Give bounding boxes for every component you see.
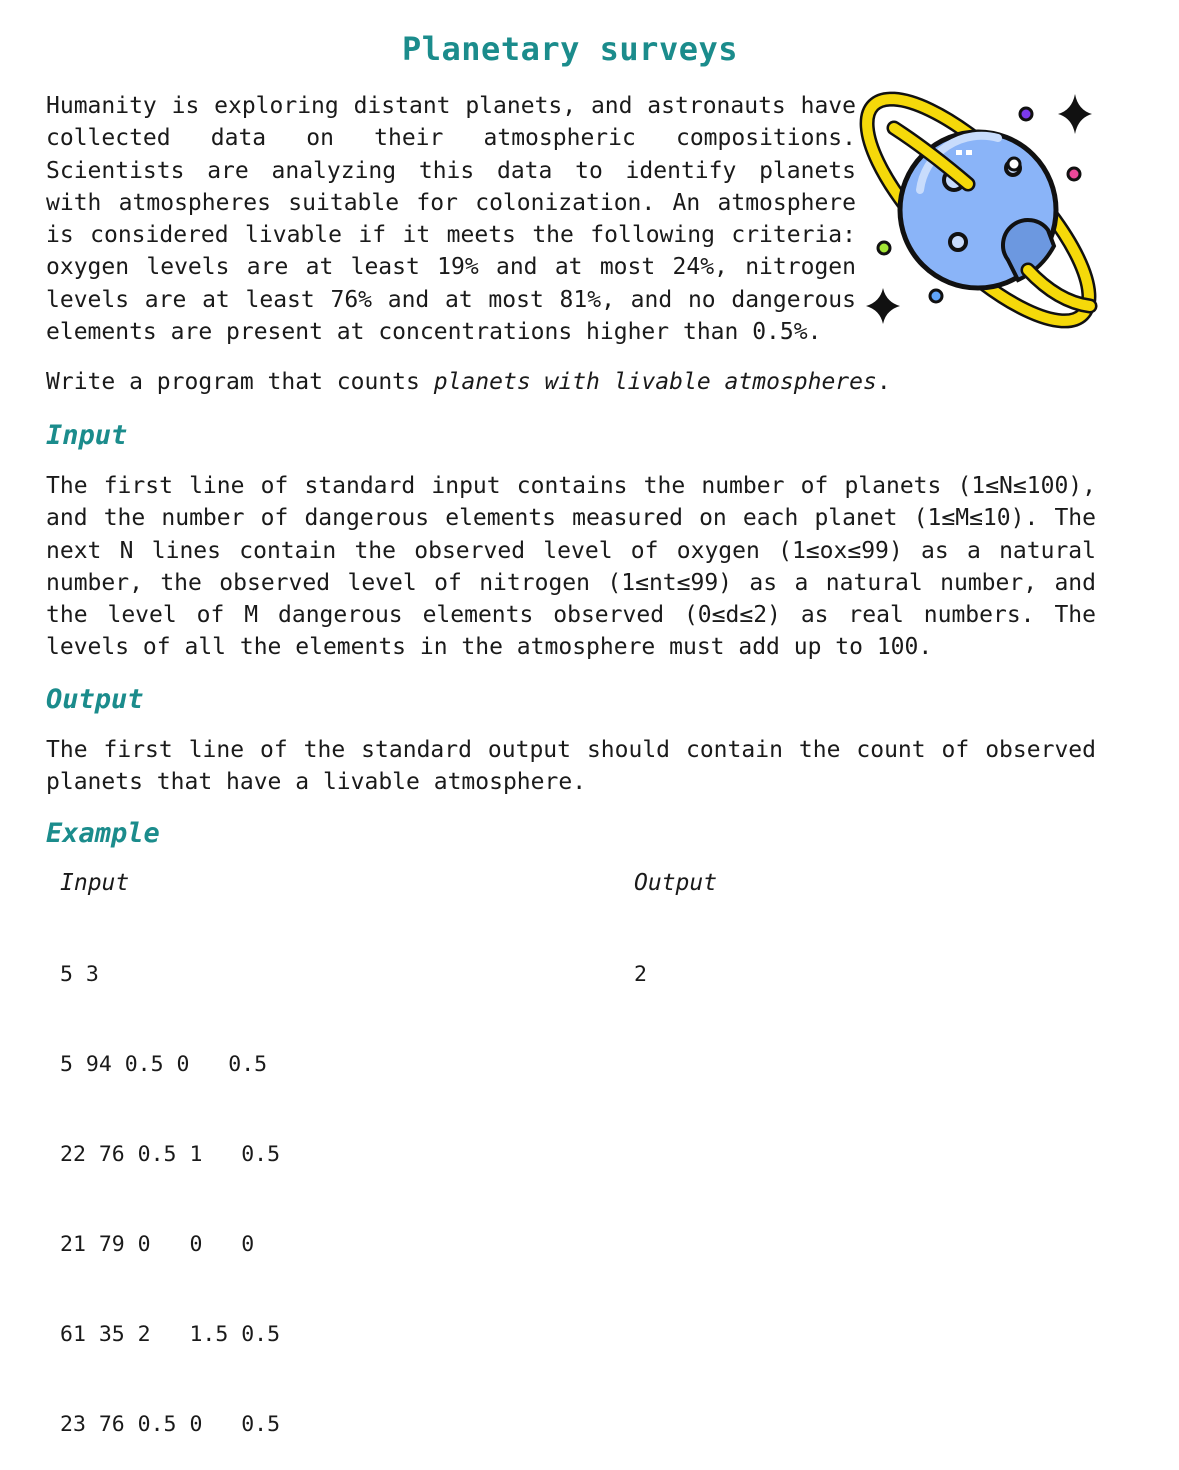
intro-paragraph: Humanity is exploring distant planets, and astronauts have collected data on their atmospheric compositions. Scientists are analyzing this data to identify planets with atmospheres suitable for colonization. An atmosphere is considered livable if it meets the following criteria: oxygen levels are at least 19% and at most 24%, nitrogen levels are at least 76% and at most 81%, and no dangerous elements are present at concentrations higher than 0.5%. (46, 93, 856, 346)
task-suffix: . (876, 369, 891, 395)
output-heading: Output (46, 684, 144, 715)
example-input-block (60, 900, 280, 1470)
input-heading: Input (46, 420, 128, 451)
sparkle-star-icon (1058, 94, 1092, 134)
example-output-block (634, 900, 660, 1020)
dot-icon (878, 242, 890, 254)
example-input-line: 5 3 (60, 962, 99, 987)
example-output-label: Output (634, 870, 718, 896)
task-prefix: Write a program that counts (46, 369, 434, 395)
dot-icon (1020, 108, 1032, 120)
example-input-line: 22 76 0.5 1 0.5 (60, 1142, 281, 1167)
dot-icon (930, 290, 942, 302)
example-heading: Example (46, 818, 160, 849)
example-input-label: Input (60, 870, 130, 896)
example-input-line: 23 76 0.5 0 0.5 (60, 1412, 281, 1437)
dot-icon (1008, 158, 1020, 170)
task-statement (46, 366, 891, 398)
example-input-line: 61 35 2 1.5 0.5 (60, 1322, 281, 1347)
dot-icon (1068, 168, 1080, 180)
planet-illustration (858, 80, 1098, 340)
example-input-line: 5 94 0.5 0 0.5 (60, 1052, 268, 1077)
sparkle-star-icon (866, 288, 900, 324)
input-description: The first line of standard input contains the number of planets (1≤N≤100), and the number of dangerous elements measured on each planet (1≤M≤10). The next N lines contain the observed level of oxygen (1≤ox≤99) as a natural number, the observed level of nitrogen (1≤nt≤99) as a natural number, and the level of M dangerous elements observed (0≤d≤2) as real numbers. The levels of all the elements in the atmosphere must add up to 100. (46, 473, 1096, 661)
task-emphasis: planets with livable atmospheres (433, 369, 877, 395)
example-output-line: 2 (634, 962, 647, 987)
example-input-line: 21 79 0 0 0 (60, 1232, 255, 1257)
output-description: The first line of the standard output should contain the count of observed planets that have a livable atmosphere. (46, 737, 1096, 796)
page-title: Planetary surveys (401, 30, 738, 68)
